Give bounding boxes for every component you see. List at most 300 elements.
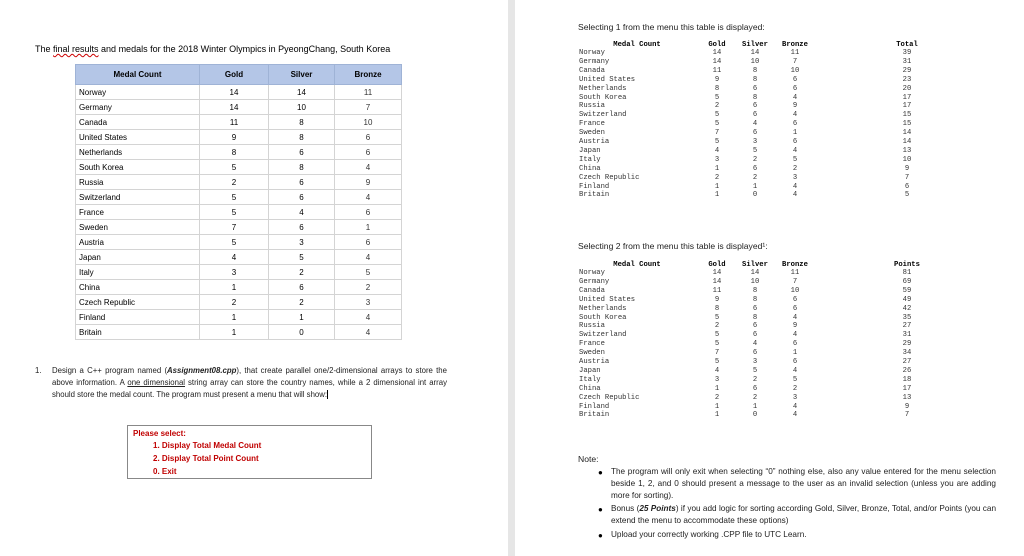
console-value: 10: [750, 277, 760, 286]
console-value: 6: [792, 75, 798, 84]
console-value: 0: [752, 191, 758, 200]
console-value: 10: [902, 155, 912, 164]
cell-bronze: 6: [335, 205, 402, 220]
console-value: 2: [714, 173, 720, 182]
cell-bronze: 10: [335, 115, 402, 130]
title-text-start: The: [35, 44, 54, 54]
console-value: 9: [792, 102, 798, 111]
console-value: 4: [792, 111, 798, 120]
cell-silver: 14: [269, 85, 335, 100]
table-row: [76, 145, 402, 160]
cell-silver: 6: [269, 280, 335, 295]
cell-bronze: 1: [335, 220, 402, 235]
console-country: Austria: [579, 138, 610, 146]
cell-country: South Korea: [76, 160, 200, 175]
cell-silver: 6: [269, 190, 335, 205]
cell-gold: 4: [200, 250, 269, 265]
console-value: 6: [752, 164, 758, 173]
cell-country: Finland: [76, 310, 200, 325]
bullet-icon: ●: [598, 505, 603, 514]
console-value: 9: [904, 164, 910, 173]
console-value: 6: [792, 295, 798, 304]
console-value: 8: [752, 295, 758, 304]
console-value: 4: [792, 313, 798, 322]
cell-gold: 11: [200, 115, 269, 130]
cell-gold: 14: [200, 100, 269, 115]
cell-gold: 2: [200, 295, 269, 310]
instruction-underlined: one dimensional: [127, 378, 186, 387]
console-value: 9: [714, 75, 720, 84]
console-value: 7: [904, 173, 910, 182]
cell-country: Canada: [76, 115, 200, 130]
table-row: [76, 130, 402, 145]
console-country: Britain: [579, 411, 610, 420]
console-value: 1: [792, 349, 798, 358]
console-country: Netherlands: [579, 84, 627, 93]
document-page-right: [515, 0, 1024, 556]
cell-country: Austria: [76, 235, 200, 250]
console-country: Japan: [579, 146, 601, 155]
console-value: 69: [902, 277, 912, 286]
console-country: Russia: [579, 322, 605, 331]
selection-2-caption: Selecting 2 from the menu this table is displayed¹:: [578, 241, 768, 251]
console-value: 4: [792, 93, 798, 102]
page-gutter: [508, 0, 515, 556]
console-country: Austria: [579, 358, 610, 366]
console-value: 5: [792, 375, 798, 384]
cell-gold: 3: [200, 265, 269, 280]
table-row: [76, 325, 402, 340]
table-row: [76, 250, 402, 265]
console-country: Czech Republic: [579, 173, 640, 182]
console-value: 14: [750, 269, 760, 277]
console-value: 5: [714, 120, 720, 129]
cell-silver: 6: [269, 220, 335, 235]
bonus-prefix: Bonus (: [611, 504, 640, 513]
console-country: Germany: [579, 57, 610, 66]
console-value: 4: [714, 366, 720, 375]
console-value: 2: [714, 102, 720, 111]
console-value: 59: [902, 286, 912, 295]
console-value: 26: [902, 366, 912, 375]
console-header-col: Points: [894, 261, 920, 269]
note-exit-rule: The program will only exit when selecting “0” nothing else, also any value entered for the menu selection beside 1, 2, and 0 should present a message to the user as an invalid selection (unless you are adding more for sorting).: [611, 467, 996, 500]
console-country: United States: [579, 75, 636, 84]
title-text-end: and medals for the 2018 Winter Olympics in PyeongChang, South Korea: [98, 44, 391, 54]
console-value: 5: [714, 138, 720, 146]
console-country: Sweden: [579, 349, 605, 358]
console-value: 6: [752, 304, 758, 313]
console-value: 4: [752, 120, 758, 129]
header-silver: Silver: [269, 65, 335, 85]
console-value: 6: [752, 84, 758, 93]
table-row: [76, 220, 402, 235]
console-country: France: [579, 340, 605, 349]
cell-silver: 8: [269, 115, 335, 130]
console-country: South Korea: [579, 313, 627, 322]
console-value: 9: [792, 322, 798, 331]
console-country: France: [579, 120, 605, 129]
console-value: 1: [714, 182, 720, 191]
cell-country: Sweden: [76, 220, 200, 235]
instruction-text-1: Design a C++ program named (: [52, 366, 168, 375]
header-gold: Gold: [200, 65, 269, 85]
console-value: 1: [714, 191, 720, 200]
table-row: [76, 205, 402, 220]
console-value: 27: [902, 358, 912, 366]
console-value: 6: [792, 340, 798, 349]
bonus-suffix: ) if you add logic for sorting according Gold, Silver, Bronze, Total, and/or Points (you can extend the menu to accommodate these options): [611, 504, 997, 525]
cell-country: Switzerland: [76, 190, 200, 205]
console-value: 7: [904, 411, 910, 420]
console-header-label: Medal Count: [613, 41, 661, 49]
cell-gold: 7: [200, 220, 269, 235]
console-value: 6: [752, 349, 758, 358]
console-value: 8: [714, 84, 720, 93]
console-value: 5: [714, 331, 720, 340]
console-value: 6: [792, 304, 798, 313]
cell-bronze: 11: [335, 85, 402, 100]
table-row: [76, 85, 402, 100]
cell-silver: 6: [269, 175, 335, 190]
console-country: Norway: [579, 49, 605, 57]
header-medal-count: Medal Count: [76, 65, 200, 85]
console-value: 11: [712, 66, 722, 75]
cell-country: Russia: [76, 175, 200, 190]
console-header-col: Gold: [708, 261, 726, 269]
console-country: Sweden: [579, 129, 605, 138]
header-bronze: Bronze: [335, 65, 402, 85]
console-value: 27: [902, 322, 912, 331]
console-value: 4: [792, 402, 798, 411]
menu-option-1: 1. Display Total Medal Count: [153, 441, 262, 450]
console-value: 8: [752, 286, 758, 295]
console-value: 49: [902, 295, 912, 304]
console-value: 9: [904, 402, 910, 411]
console-value: 5: [792, 155, 798, 164]
console-country: Italy: [579, 375, 601, 384]
console-header-col: Silver: [742, 41, 768, 49]
console-value: 8: [752, 313, 758, 322]
cell-country: Japan: [76, 250, 200, 265]
console-value: 1: [714, 164, 720, 173]
bullet-icon: ●: [598, 468, 603, 477]
table-row: [76, 265, 402, 280]
table-row: [76, 235, 402, 250]
console-value: 3: [752, 358, 758, 366]
console-value: 1: [792, 129, 798, 138]
console-value: 14: [712, 57, 722, 66]
console-value: 6: [752, 129, 758, 138]
console-country: Finland: [579, 182, 610, 191]
console-value: 2: [752, 375, 758, 384]
text-cursor[interactable]: [327, 390, 328, 399]
console-value: 3: [714, 375, 720, 384]
console-value: 8: [752, 93, 758, 102]
console-value: 10: [790, 66, 800, 75]
console-value: 10: [790, 286, 800, 295]
instruction-text-3: string array can store the country names, while a 2 dimensional int array should store the medal count. The program must present a menu that will show:: [52, 378, 447, 399]
console-value: 17: [902, 102, 912, 111]
table-row: [76, 310, 402, 325]
cell-gold: 1: [200, 280, 269, 295]
console-value: 1: [714, 411, 720, 420]
console-country: Russia: [579, 102, 605, 111]
console-value: 5: [714, 340, 720, 349]
console-value: 5: [752, 146, 758, 155]
console-value: 5: [714, 313, 720, 322]
console-header-col: Bronze: [782, 41, 808, 49]
console-value: 42: [902, 304, 912, 313]
console-value: 29: [902, 66, 912, 75]
cell-bronze: 6: [335, 130, 402, 145]
console-value: 4: [792, 191, 798, 200]
console-value: 5: [714, 111, 720, 120]
console-value: 6: [752, 111, 758, 120]
console-value: 14: [712, 49, 722, 57]
menu-example-box: [127, 425, 372, 479]
console-country: Finland: [579, 402, 610, 411]
table-row: [76, 280, 402, 295]
console-value: 14: [712, 269, 722, 277]
cell-silver: 1: [269, 310, 335, 325]
console-value: 8: [752, 66, 758, 75]
console-value: 6: [792, 120, 798, 129]
console-value: 3: [792, 393, 798, 402]
console-value: 2: [792, 384, 798, 393]
console-value: 2: [752, 173, 758, 182]
selection-1-caption: Selecting 1 from the menu this table is displayed:: [578, 22, 765, 32]
cell-gold: 5: [200, 190, 269, 205]
console-value: 39: [902, 49, 912, 57]
console-value: 9: [714, 295, 720, 304]
console-value: 6: [792, 84, 798, 93]
console-value: 6: [792, 138, 798, 146]
console-value: 20: [902, 84, 912, 93]
console-value: 17: [902, 93, 912, 102]
cell-bronze: 4: [335, 160, 402, 175]
table-row: [76, 160, 402, 175]
console-country: Italy: [579, 155, 601, 164]
table-row: [76, 295, 402, 310]
console-value: 8: [752, 75, 758, 84]
console-value: 6: [792, 358, 798, 366]
menu-option-0: 0. Exit: [153, 467, 177, 476]
table-row: [76, 115, 402, 130]
table-row: [76, 190, 402, 205]
cell-country: Czech Republic: [76, 295, 200, 310]
console-value: 6: [752, 331, 758, 340]
console-header-label: Medal Count: [613, 261, 661, 269]
console-country: China: [579, 164, 601, 173]
cell-country: Britain: [76, 325, 200, 340]
cell-gold: 5: [200, 235, 269, 250]
console-value: 7: [714, 349, 720, 358]
instruction-body: [52, 365, 447, 401]
note-label: Note:: [578, 454, 599, 464]
console-value: 29: [902, 340, 912, 349]
cell-silver: 8: [269, 130, 335, 145]
console-value: 4: [792, 146, 798, 155]
cell-gold: 14: [200, 85, 269, 100]
cell-bronze: 2: [335, 280, 402, 295]
document-title: [35, 44, 390, 54]
console-country: China: [579, 384, 601, 393]
console-value: 2: [752, 393, 758, 402]
console-value: 4: [752, 340, 758, 349]
cell-bronze: 4: [335, 325, 402, 340]
console-value: 17: [902, 384, 912, 393]
console-value: 11: [712, 286, 722, 295]
console-country: South Korea: [579, 93, 627, 102]
cell-gold: 5: [200, 205, 269, 220]
cell-country: Germany: [76, 100, 200, 115]
console-country: Switzerland: [579, 331, 627, 340]
console-country: Canada: [579, 286, 605, 295]
console-country: Netherlands: [579, 304, 627, 313]
console-value: 11: [790, 269, 800, 277]
console-value: 1: [714, 402, 720, 411]
cell-silver: 4: [269, 205, 335, 220]
cell-silver: 2: [269, 295, 335, 310]
console-country: United States: [579, 295, 636, 304]
cell-silver: 6: [269, 145, 335, 160]
console-value: 5: [752, 366, 758, 375]
document-page-left: [0, 0, 508, 556]
cell-bronze: 7: [335, 100, 402, 115]
menu-heading: Please select:: [133, 429, 186, 438]
cell-silver: 3: [269, 235, 335, 250]
console-value: 11: [790, 49, 800, 57]
console-country: Switzerland: [579, 111, 627, 120]
console-value: 1: [714, 384, 720, 393]
console-header-col: Gold: [708, 41, 726, 49]
console-value: 14: [902, 129, 912, 138]
console-value: 4: [714, 146, 720, 155]
cell-gold: 5: [200, 160, 269, 175]
console-header-col: Silver: [742, 261, 768, 269]
console-value: 10: [750, 57, 760, 66]
cell-gold: 1: [200, 310, 269, 325]
console-value: 2: [792, 164, 798, 173]
console-value: 6: [752, 322, 758, 331]
cell-gold: 9: [200, 130, 269, 145]
medal-count-table: [75, 64, 402, 340]
console-value: 6: [752, 102, 758, 111]
console-value: 4: [792, 366, 798, 375]
cell-country: Netherlands: [76, 145, 200, 160]
cell-silver: 0: [269, 325, 335, 340]
console-value: 13: [902, 393, 912, 402]
console-value: 3: [792, 173, 798, 182]
menu-option-2: 2. Display Total Point Count: [153, 454, 259, 463]
console-value: 15: [902, 120, 912, 129]
console-country: Germany: [579, 277, 610, 286]
console-header-col: Bronze: [782, 261, 808, 269]
console-value: 14: [712, 277, 722, 286]
console-country: Britain: [579, 191, 610, 200]
console-value: 14: [750, 49, 760, 57]
console-value: 2: [714, 322, 720, 331]
cell-gold: 1: [200, 325, 269, 340]
cell-gold: 8: [200, 145, 269, 160]
table-row: [76, 175, 402, 190]
cell-bronze: 4: [335, 310, 402, 325]
cell-bronze: 9: [335, 175, 402, 190]
console-value: 3: [752, 138, 758, 146]
console-value: 4: [792, 411, 798, 420]
console-value: 7: [792, 57, 798, 66]
console-value: 31: [902, 57, 912, 66]
cell-country: China: [76, 280, 200, 295]
cell-gold: 2: [200, 175, 269, 190]
cell-bronze: 6: [335, 145, 402, 160]
cell-silver: 5: [269, 250, 335, 265]
title-misspelled-segment: final results: [53, 44, 99, 54]
console-country: Czech Republic: [579, 393, 640, 402]
console-value: 5: [714, 358, 720, 366]
console-value: 6: [904, 182, 910, 191]
console-value: 2: [714, 393, 720, 402]
bullet-icon: ●: [598, 531, 603, 540]
console-value: 3: [714, 155, 720, 164]
cell-country: Italy: [76, 265, 200, 280]
console-value: 1: [752, 182, 758, 191]
cell-silver: 10: [269, 100, 335, 115]
console-value: 23: [902, 75, 912, 84]
console-value: 13: [902, 146, 912, 155]
bonus-points: 25 Points: [639, 504, 676, 513]
console-value: 14: [902, 138, 912, 146]
console-country: Norway: [579, 269, 605, 277]
console-value: 34: [902, 349, 912, 358]
cell-country: Norway: [76, 85, 200, 100]
cell-bronze: 4: [335, 190, 402, 205]
assignment-instruction: [35, 365, 447, 401]
console-value: 35: [902, 313, 912, 322]
table-row: [76, 100, 402, 115]
cell-country: United States: [76, 130, 200, 145]
console-value: 4: [792, 331, 798, 340]
console-value: 7: [792, 277, 798, 286]
note-bonus: [611, 503, 996, 527]
instruction-text-2: ), that create parallel one/2-dimensional arrays to store the above information. A: [52, 366, 447, 387]
cell-silver: 8: [269, 160, 335, 175]
console-value: 31: [902, 331, 912, 340]
console-value: 0: [752, 411, 758, 420]
console-country: Canada: [579, 66, 605, 75]
note-upload: Upload your correctly working .CPP file to UTC Learn.: [611, 530, 807, 539]
console-value: 7: [714, 129, 720, 138]
cell-bronze: 3: [335, 295, 402, 310]
console-value: 8: [714, 304, 720, 313]
console-header-col: Total: [896, 41, 918, 49]
console-value: 18: [902, 375, 912, 384]
cell-bronze: 6: [335, 235, 402, 250]
console-value: 6: [752, 384, 758, 393]
cell-bronze: 5: [335, 265, 402, 280]
console-value: 2: [752, 155, 758, 164]
console-value: 15: [902, 111, 912, 120]
console-value: 4: [792, 182, 798, 191]
cell-bronze: 4: [335, 250, 402, 265]
console-value: 81: [902, 269, 912, 277]
cell-silver: 2: [269, 265, 335, 280]
console-value: 5: [714, 93, 720, 102]
cell-country: France: [76, 205, 200, 220]
console-value: 5: [904, 191, 910, 200]
console-value: 1: [752, 402, 758, 411]
